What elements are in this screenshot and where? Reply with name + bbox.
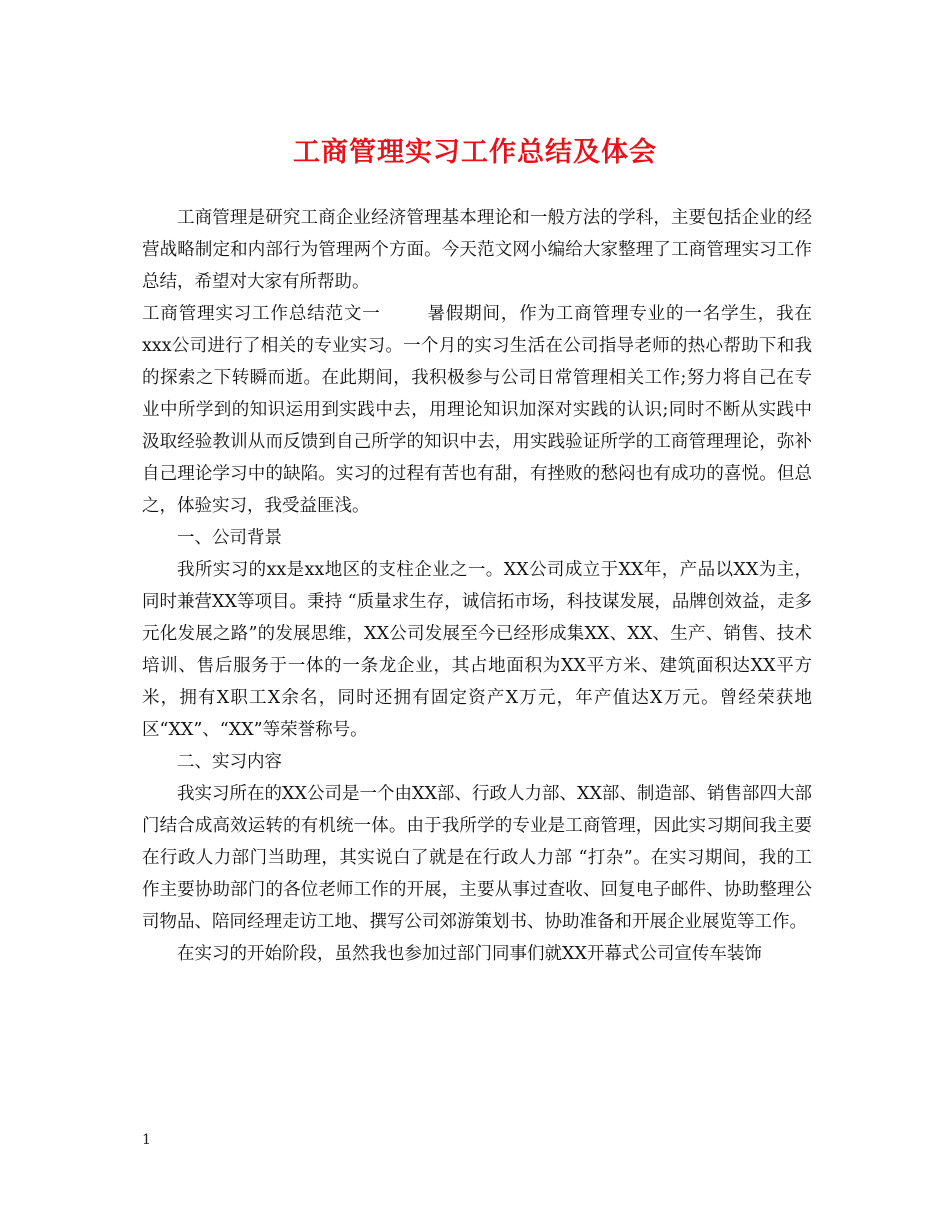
page-number: 1 — [142, 1132, 151, 1148]
section-paragraph-internship-content: 我实习所在的XX公司是一个由XX部、行政人力部、XX部、制造部、销售部四大部门结合成高效运转的有机统一体。由于我所学的专业是工商管理，因此实习期间我主要在行政人力部门当助理，其实说白了就是在行政人力部 “打杂”。在实习期间，我的工作主要协助部门的各位老师工作的开展，主要从事过查收、回复电子邮件、协助整理公司物品、陪同经理走访工地、撰写公司郊游策划书、协助准备和开展企业展览等工作。 — [142, 784, 812, 932]
sample-text: 暑假期间，作为工商管理专业的一名学生，我在xxx公司进行了相关的专业实习。一个月的实习生活在公司指导老师的热心帮助下和我的探索之下转瞬而逝。在此期间，我积极参与公司日常管理相关工作;努力将自己在专业中所学到的知识运用到实践中去，用理论知识加深对实践的认识;同时不断从实践中汲取经验教训从而反馈到自己所学的知识中去，用实践验证所学的工商管理理论，弥补自己理论学习中的缺陷。实习的过程有苦也有甜，有挫败的愁闷也有成功的喜悦。但总之，体验实习，我受益匪浅。 — [142, 304, 813, 516]
document-body — [142, 202, 812, 970]
continuation-paragraph: 在实习的开始阶段，虽然我也参加过部门同事们就XX开幕式公司宣传车装饰 — [177, 944, 762, 964]
sample-paragraph — [142, 298, 812, 522]
section-paragraph-company-background: 我所实习的xx是xx地区的支柱企业之一。XX公司成立于XX年，产品以XX为主，同时兼营XX等项目。秉持 “质量求生存，诚信拓市场，科技谋发展，品牌创效益，走多元化发展之路”的发展思维，XX公司发展至今已经形成集XX、XX、生产、销售、技术培训、售后服务于一体的一条龙企业，其占地面积为XX平方米、建筑面积达XX平方米，拥有X职工X余名，同时还拥有固定资产X万元，年产值达X万元。曾经荣获地区“XX”、“XX”等荣誉称号。 — [142, 560, 812, 740]
section-heading-company-background: 一、公司背景 — [177, 528, 282, 548]
section-heading-internship-content: 二、实习内容 — [177, 752, 282, 772]
sample-label: 工商管理实习工作总结范文一 — [142, 304, 381, 324]
intro-paragraph: 工商管理是研究工商企业经济管理基本理论和一般方法的学科，主要包括企业的经营战略制定和内部行为管理两个方面。今天范文网小编给大家整理了工商管理实习工作总结，希望对大家有所帮助。 — [142, 208, 812, 292]
document-title: 工商管理实习工作总结及体会 — [293, 137, 657, 168]
